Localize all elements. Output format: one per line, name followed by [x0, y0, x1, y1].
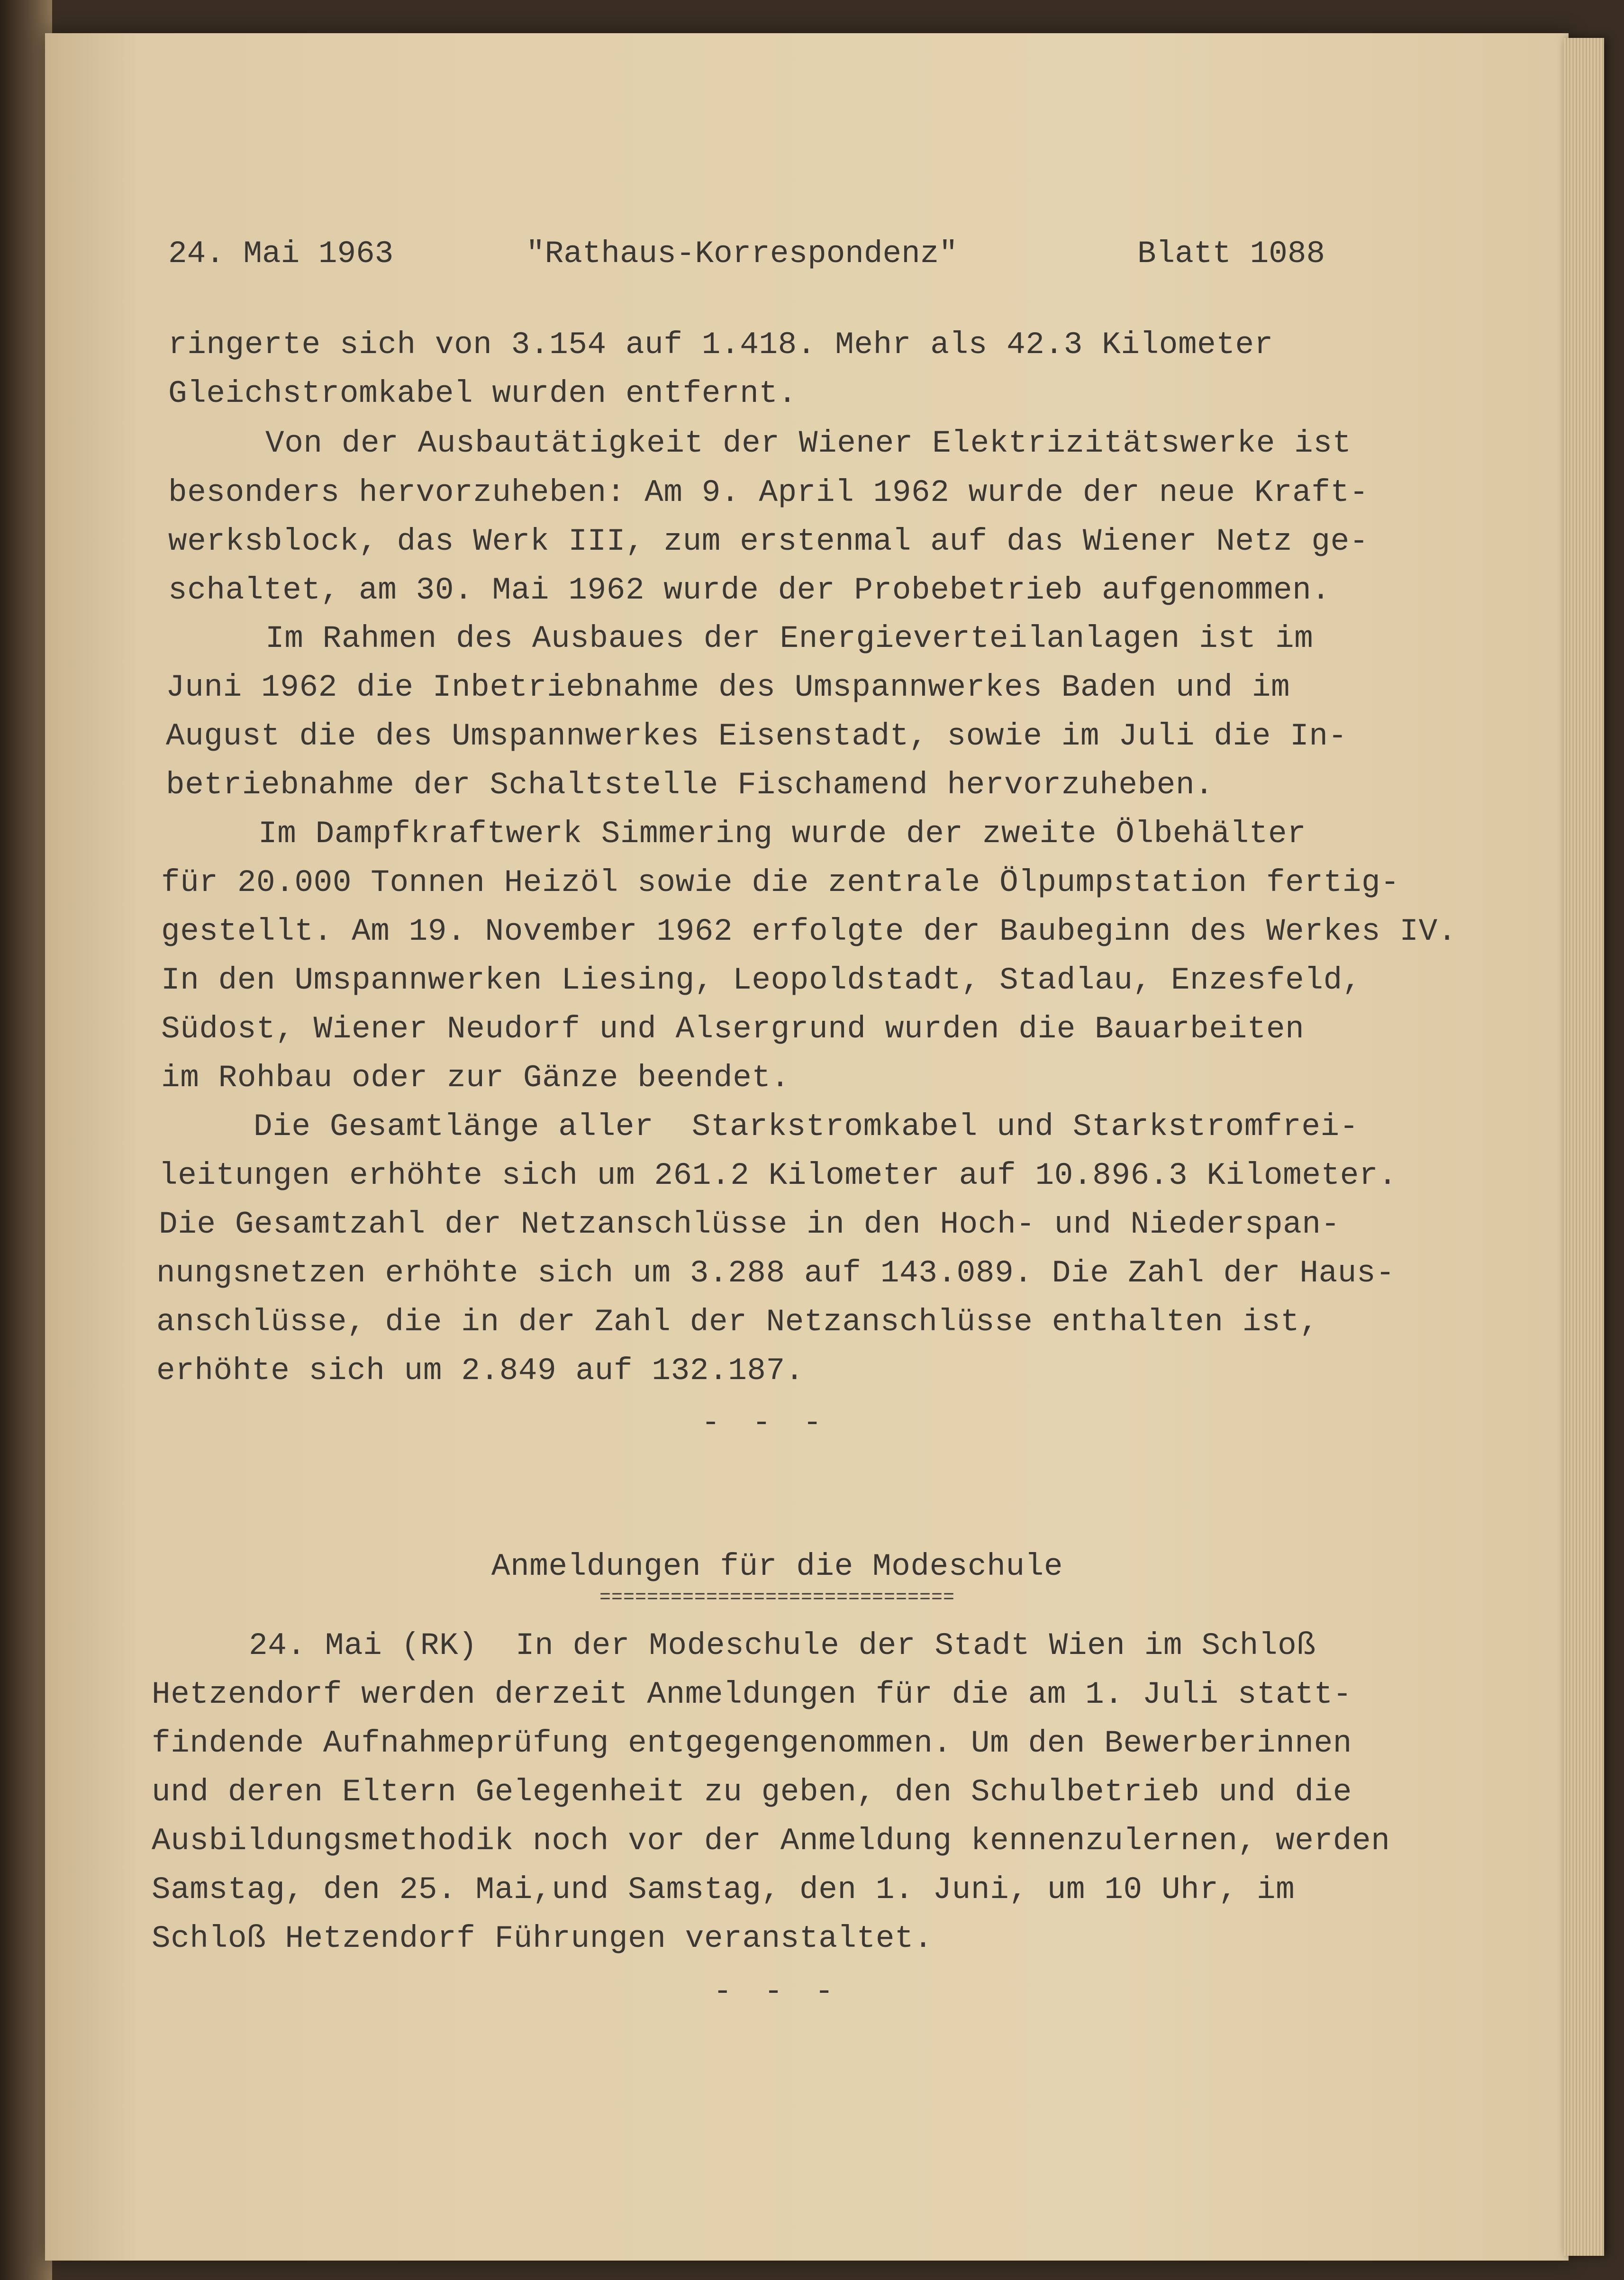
text-line: Hetzendorf werden derzeit Anmeldungen für die am 1. Juli statt- [152, 1677, 1352, 1712]
text-line: Im Rahmen des Ausbaues der Energieverteilanlagen ist im [265, 621, 1314, 656]
text-line: Von der Ausbautätigkeit der Wiener Elektrizitätswerke ist [265, 426, 1352, 461]
text-line: Ausbildungsmethodik noch vor der Anmeldung kennenzulernen, werden [152, 1823, 1390, 1859]
text-line: Die Gesamtlänge aller Starkstromkabel und Starkstromfrei- [254, 1109, 1359, 1145]
text-line: besonders hervorzuheben: Am 9. April 1962 wurde der neue Kraft- [168, 475, 1369, 510]
text-line: werksblock, das Werk III, zum erstenmal auf das Wiener Netz ge- [168, 524, 1369, 559]
text-line: betriebnahme der Schaltstelle Fischamend hervorzuheben. [166, 767, 1214, 803]
text-line: Schloß Hetzendorf Führungen veranstaltet. [152, 1921, 933, 1956]
article-title: Anmeldungen für die Modeschule [491, 1549, 1063, 1584]
header-date: 24. Mai 1963 [168, 236, 394, 272]
text-line: 24. Mai (RK) In der Modeschule der Stadt Wien im Schloß [249, 1628, 1316, 1663]
text-line: erhöhte sich um 2.849 auf 132.187. [156, 1353, 805, 1389]
article-2-heading [479, 1549, 1076, 1608]
text-line: Juni 1962 die Inbetriebnahme des Umspannwerkes Baden und im [166, 670, 1290, 705]
title-underline: ============================== [599, 1587, 955, 1608]
text-line: In den Umspannwerken Liesing, Leopoldstadt, Stadlau, Enzesfeld, [161, 963, 1362, 998]
section-separator: - - - [701, 1405, 829, 1441]
text-line: und deren Eltern Gelegenheit zu geben, den Schulbetrieb und die [152, 1774, 1352, 1810]
header-sheet-number: Blatt 1088 [1137, 236, 1325, 272]
text-line: Im Dampfkraftwerk Simmering wurde der zweite Ölbehälter [258, 816, 1306, 852]
text-line: für 20.000 Tonnen Heizöl sowie die zentrale Ölpumpstation fertig- [161, 865, 1400, 900]
text-line: Die Gesamtzahl der Netzanschlüsse in den Hoch- und Niederspan- [159, 1207, 1340, 1242]
page-header [168, 236, 1334, 272]
page-edges [1564, 38, 1604, 2256]
text-line: Gleichstromkabel wurden entfernt. [168, 376, 797, 411]
text-line: Samstag, den 25. Mai,und Samstag, den 1. Juni, um 10 Uhr, im [152, 1872, 1295, 1908]
text-line: im Rohbau oder zur Gänze beendet. [161, 1060, 790, 1096]
text-line: gestellt. Am 19. November 1962 erfolgte der Baubeginn des Werkes IV. [161, 914, 1457, 949]
book-spine-shadow [0, 0, 52, 2280]
text-line: August die des Umspannwerkes Eisenstadt, sowie im Juli die In- [166, 718, 1347, 754]
section-separator: - - - [713, 1974, 841, 2009]
text-line: anschlüsse, die in der Zahl der Netzanschlüsse enthalten ist, [156, 1304, 1319, 1340]
header-publication: "Rathaus-Korrespondenz" [526, 236, 958, 272]
text-line: schaltet, am 30. Mai 1962 wurde der Probebetrieb aufgenommen. [168, 572, 1331, 608]
text-line: leitungen erhöhte sich um 261.2 Kilometer auf 10.896.3 Kilometer. [159, 1158, 1397, 1193]
text-line: Südost, Wiener Neudorf und Alsergrund wurden die Bauarbeiten [161, 1011, 1305, 1047]
text-line: nungsnetzen erhöhte sich um 3.288 auf 143.089. Die Zahl der Haus- [156, 1255, 1395, 1291]
text-line: ringerte sich von 3.154 auf 1.418. Mehr als 42.3 Kilometer [168, 327, 1273, 363]
text-line: findende Aufnahmeprüfung entgegengenommen. Um den Bewerberinnen [152, 1726, 1352, 1761]
